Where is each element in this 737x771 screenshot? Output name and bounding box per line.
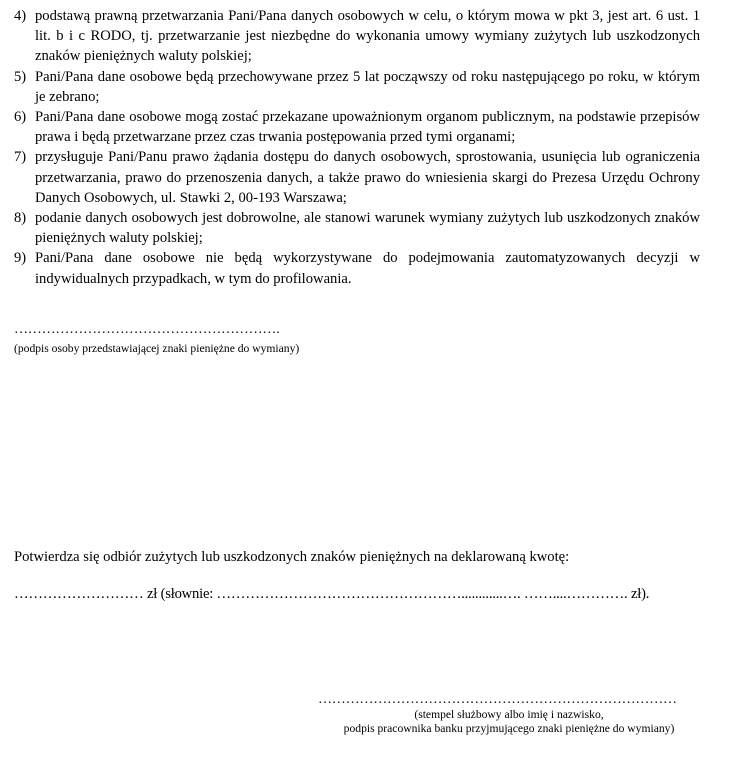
client-signature-line: …………………………………………………. [14, 322, 280, 337]
item-text: przysługuje Pani/Panu prawo żądania dostępu do danych osobowych, sprostowania, usunięcia lub ograniczenia przetwarzania, prawo do przenoszenia danych, a także prawo do wniesienia skargi do Prezesa Urzędu Ochrony Danych Osobowych, ul. Stawki 2, 00-193 Warszawa; [35, 149, 700, 206]
item-text: podstawą prawną przetwarzania Pani/Pana danych osobowych w celu, o którym mowa w pkt 3, jest art. 6 ust. 1 lit. b i c RODO, tj. przetwarzanie jest niezbędne do wykonania umowy wymiany zużytych lub uszkodzonych znaków pieniężnych waluty polskiej; [35, 8, 700, 65]
bank-signature-caption-line1: (stempel służbowy albo imię i nazwisko, [414, 708, 604, 721]
item-number: 5) [14, 68, 27, 85]
list-item [14, 147, 700, 208]
bank-signature-caption-line2: podpis pracownika banku przyjmującego znaki pieniężne do wymiany) [343, 722, 675, 735]
item-text: Pani/Pana dane osobowe będą przechowywane przez 5 lat począwszy od roku następującego po roku, w którym je zebrano; [35, 68, 700, 105]
list-item [14, 248, 700, 288]
client-signature-caption: (podpis osoby przedstawiającej znaki pieniężne do wymiany) [14, 342, 300, 355]
item-text: Pani/Pana dane osobowe mogą zostać przekazane upoważnionym organom publicznym, na podstawie przepisów prawa i będą przetwarzane przez czas trwania postępowania przed tymi organami; [35, 109, 700, 146]
item-text: podanie danych osobowych jest dobrowolne, ale stanowi warunek wymiany zużytych lub uszkodzonych znaków pieniężnych waluty polskiej; [35, 210, 700, 247]
gdpr-clause-list [14, 6, 700, 289]
item-number: 7) [14, 149, 27, 166]
receipt-confirmation-text: Potwierdza się odbiór zużytych lub uszkodzonych znaków pieniężnych na deklarowaną kwotę: [14, 549, 570, 565]
list-item [14, 6, 700, 67]
list-item [14, 208, 700, 248]
list-item [14, 107, 700, 147]
item-text: Pani/Pana dane osobowe nie będą wykorzystywane do podejmowania zautomatyzowanych decyzji w indywidualnych przypadkach, w tym do profilowania. [35, 250, 700, 287]
item-number: 8) [14, 210, 27, 227]
item-number: 9) [14, 250, 27, 267]
list-item [14, 67, 700, 107]
bank-signature-caption [318, 708, 700, 736]
item-number: 4) [14, 8, 27, 24]
item-number: 6) [14, 109, 27, 126]
declared-amount-line: ……………………… zł (słownie: ……………………………………………............…. ……....…………. zł). [14, 586, 650, 602]
bank-signature-line: …………………………………………………………………… [318, 692, 677, 707]
